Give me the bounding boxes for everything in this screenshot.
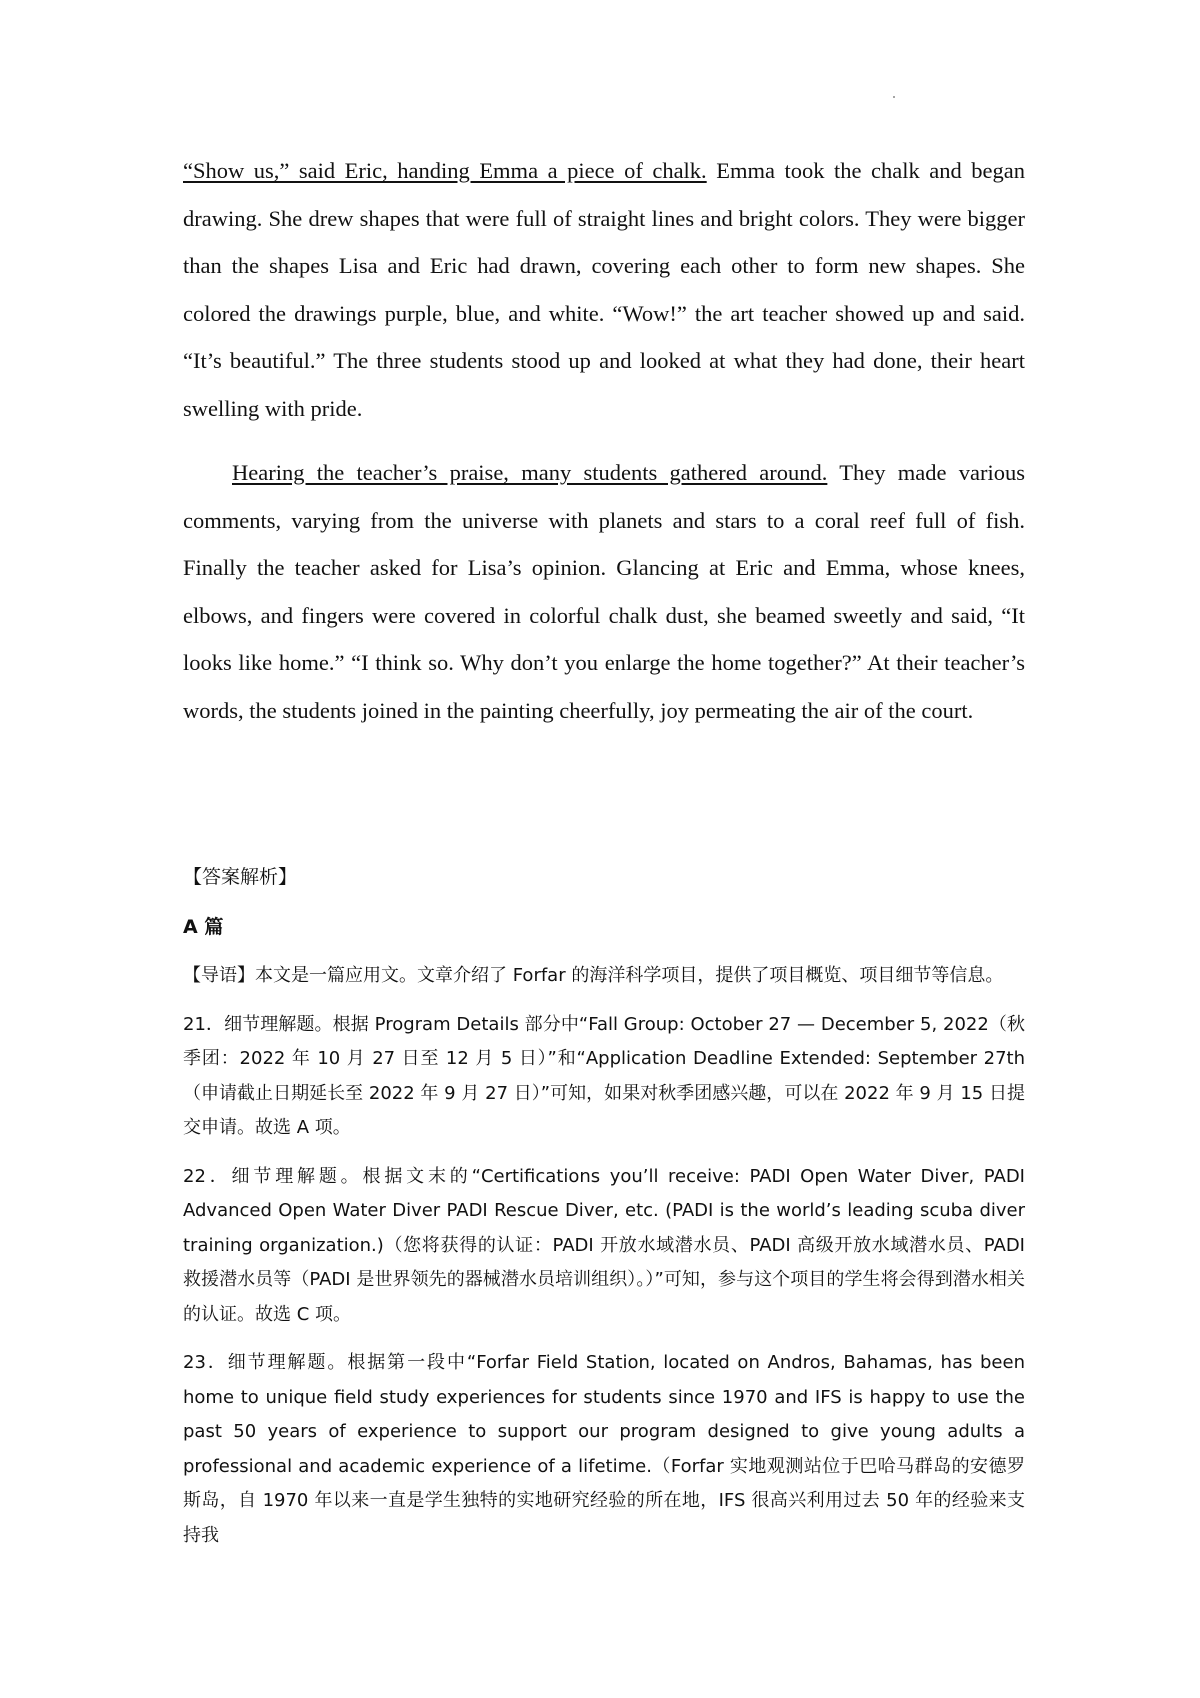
paragraph-2-text: They made various comments, varying from the universe with planets and stars to a coral reef full of fish. Finally the teacher asked for Lisa’s opinion. Glancing at Eric and Emma, whose knees, elbows, and fingers were covered in colorful chalk dust, she beamed sweetly and said, “It looks like home.” “I think so. Why don’t you enlarge the home together?” At their teacher’s words, the students joined in the painting cheerfully, joy permeating the air of the court. [183,460,1025,723]
section-a-heading: A 篇 [183,916,224,938]
scan-speck [893,96,895,98]
underlined-sentence-1: “Show us,” said Eric, handing Emma a piece of chalk. [183,158,707,183]
answer-analysis-body [183,959,1025,1567]
paragraph-1-text: Emma took the chalk and began drawing. She drew shapes that were full of straight lines and bright colors. They were bigger than the shapes Lisa and Eric had drawn, covering each other to form new shapes. She colored the drawings purple, blue, and white. “Wow!” the art teacher showed up and said. “It’s beautiful.” The three students stood up and looked at what they had done, their heart swelling with pride. [183,158,1025,421]
story-paragraph-1 [183,147,1025,432]
answer-analysis-heading: 【答案解析】 [183,866,298,888]
answer-22: 22．细节理解题。根据文末的“Certifications you’ll receive: PADI Open Water Diver, PADI Advanced Open Water Diver PADI Rescue Diver, etc. (PADI is the world’s leading scuba diver training organization.)（您将获得的认证：PADI 开放水域潜水员、PADI 高级开放水域潜水员、PADI 救援潜水员等（PADI 是世界领先的器械潜水员培训组织）。）”可知，参与这个项目的学生将会得到潜水相关的认证。故选 C 项。 [183,1165,1025,1325]
answer-23: 23．细节理解题。根据第一段中“Forfar Field Station, located on Andros, Bahamas, has been home to unique field study experiences for students since 1970 and IFS is happy to use the past 50 years of experience to support our program designed to give young adults a professional and academic experience of a lifetime.（Forfar 实地观测站位于巴哈马群岛的安德罗斯岛，自 1970 年以来一直是学生独特的实地研究经验的所在地，IFS 很高兴利用过去 50 年的经验来支持我 [183,1352,1025,1546]
answer-21: 21．细节理解题。根据 Program Details 部分中“Fall Group: October 27 — December 5, 2022（秋季团：2022 年 10 月 27 日至 12 月 5 日）”和“Application Deadline Extended: September 27th（申请截止日期延长至 2022 年 9 月 27 日）”可知，如果对秋季团感兴趣，可以在 2022 年 9 月 15 日提交申请。故选 A 项。 [183,1013,1025,1138]
underlined-sentence-2: Hearing the teacher’s praise, many students gathered around. [232,460,828,485]
story-paragraph-2 [183,449,1025,734]
intro-paragraph: 【导语】本文是一篇应用文。文章介绍了 Forfar 的海洋科学项目，提供了项目概览、项目细节等信息。 [183,965,1004,986]
